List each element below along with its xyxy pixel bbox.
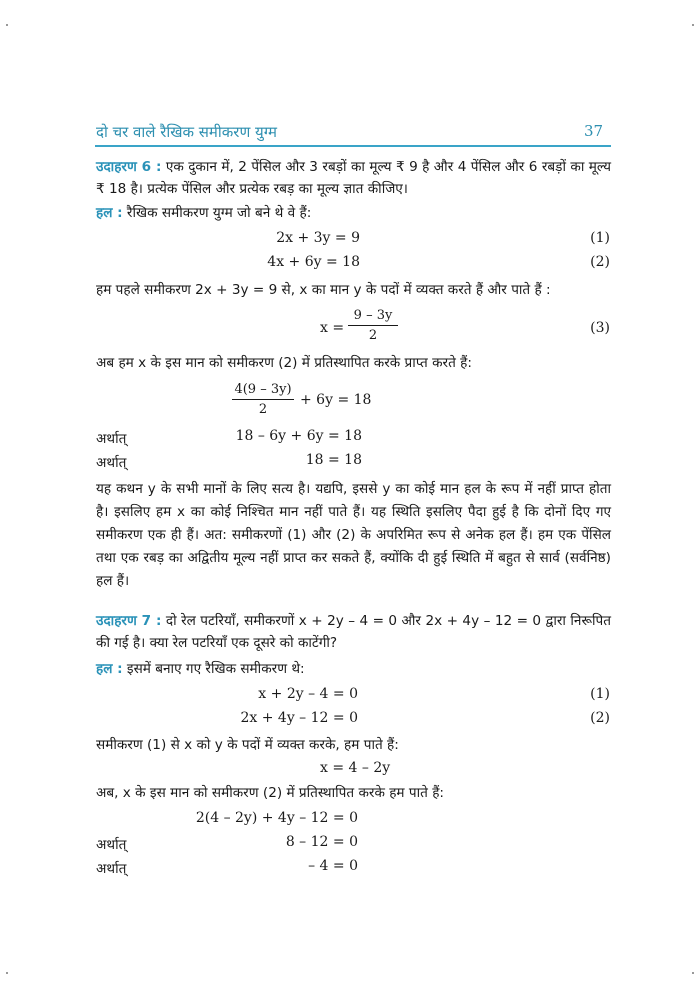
solution-label: हल : — [96, 661, 123, 677]
page-number: 37 — [584, 122, 604, 140]
solution-intro-text: रैखिक समीकरण युग्म जो बने थे वे हैं: — [122, 205, 312, 221]
example-6-label: उदाहरण 6 : — [96, 159, 162, 175]
substitution-equation: 2(4 – 2y) + 4y – 12 = 0 — [195, 810, 358, 826]
therefore-word: अर्थात् — [96, 861, 127, 877]
fraction-numerator: 9 – 3y — [348, 308, 398, 326]
header-rule — [95, 145, 611, 147]
equation-3-lhs: x = — [320, 320, 345, 336]
example-6-solution-intro — [96, 202, 611, 224]
paragraph-line: अब, x के इस मान को समीकरण (2) में प्रतिस्थापित करके हम पाते हैं: — [96, 785, 444, 801]
paragraph-line: अब हम x के इस मान को समीकरण (2) में प्रतिस्थापित करके प्राप्त करते हैं: — [96, 355, 472, 371]
fraction-denominator: 2 — [368, 328, 378, 343]
therefore-word: अर्थात् — [96, 455, 127, 471]
example-7-solution-intro — [96, 658, 611, 680]
example-7-statement — [96, 610, 611, 654]
equation-1: 2x + 3y = 9 — [276, 230, 360, 246]
equation-number: (1) — [590, 230, 610, 246]
crop-mark — [6, 24, 8, 26]
substitution-rest: + 6y = 18 — [300, 392, 372, 408]
step-equation: 18 – 6y + 6y = 18 — [235, 428, 362, 444]
example-7-text: दो रेल पटरियाँ, समीकरणों x + 2y – 4 = 0 और 2x + 4y – 12 = 0 द्वारा निरूपित की गई है। क्या रेल पटरियाँ एक दूसरे को काटेंगी? — [96, 613, 611, 651]
equation-2: 4x + 6y = 18 — [267, 254, 360, 270]
crop-mark — [692, 972, 694, 974]
example-6-text: एक दुकान में, 2 पेंसिल और 3 रबड़ों का मूल्य ₹ 9 है और 4 पेंसिल और 6 रबड़ों का मूल्य ₹ 18 है। प्रत्येक पेंसिल और प्रत्येक रबड़ का मूल्य ज्ञात कीजिए। — [96, 159, 612, 197]
equation-number: (3) — [590, 320, 610, 336]
chapter-title: दो चर वाले रैखिक समीकरण युग्म — [96, 123, 277, 141]
equation-number: (1) — [590, 686, 610, 702]
crop-mark — [6, 972, 8, 974]
fraction — [232, 382, 294, 417]
step-equation: – 4 = 0 — [308, 858, 358, 874]
equation-number: (2) — [590, 710, 610, 726]
therefore-word: अर्थात् — [96, 431, 127, 447]
paragraph-line: हम पहले समीकरण 2x + 3y = 9 से, x का मान y के पदों में व्यक्त करते हैं और पाते हैं : — [96, 282, 551, 298]
equation-2: 2x + 4y – 12 = 0 — [240, 710, 358, 726]
equation-1: x + 2y – 4 = 0 — [258, 686, 358, 702]
solution-label: हल : — [96, 205, 123, 221]
crop-mark — [692, 24, 694, 26]
equation-number: (2) — [590, 254, 610, 270]
fraction — [348, 308, 398, 343]
solution-intro-text: इसमें बनाए गए रैखिक समीकरण थे: — [122, 661, 305, 677]
paragraph-line: समीकरण (1) से x को y के पदों में व्यक्त करके, हम पाते हैं: — [96, 737, 399, 753]
therefore-word: अर्थात् — [96, 837, 127, 853]
fraction-numerator: 4(9 – 3y) — [232, 382, 294, 400]
equation-3: x = 4 – 2y — [320, 760, 391, 776]
fraction-denominator: 2 — [258, 402, 268, 417]
example-6-conclusion: यह कथन y के सभी मानों के लिए सत्य है। यद्यपि, इससे y का कोई मान हल के रूप में नहीं प्राप्त होता है। इसलिए हम x का कोई निश्चित मान नहीं पाते हैं। यह स्थिति इसलिए पैदा हुई है कि दोनों दिए गए समीकरण एक ही हैं। अत: समीकरणों (1) और (2) के अपरिमित रूप से अनेक हल हैं। हम एक पेंसिल तथा एक रबड़ का अद्वितीय मूल्य नहीं प्राप्त कर सकते हैं, क्योंकि दी हुई स्थिति में बहुत से सार्व (सर्वनिष्ठ) हल हैं। — [96, 481, 611, 589]
example-7-label: उदाहरण 7 : — [96, 613, 162, 629]
example-6-statement — [96, 156, 611, 200]
step-equation: 18 = 18 — [305, 452, 362, 468]
step-equation: 8 – 12 = 0 — [285, 834, 358, 850]
